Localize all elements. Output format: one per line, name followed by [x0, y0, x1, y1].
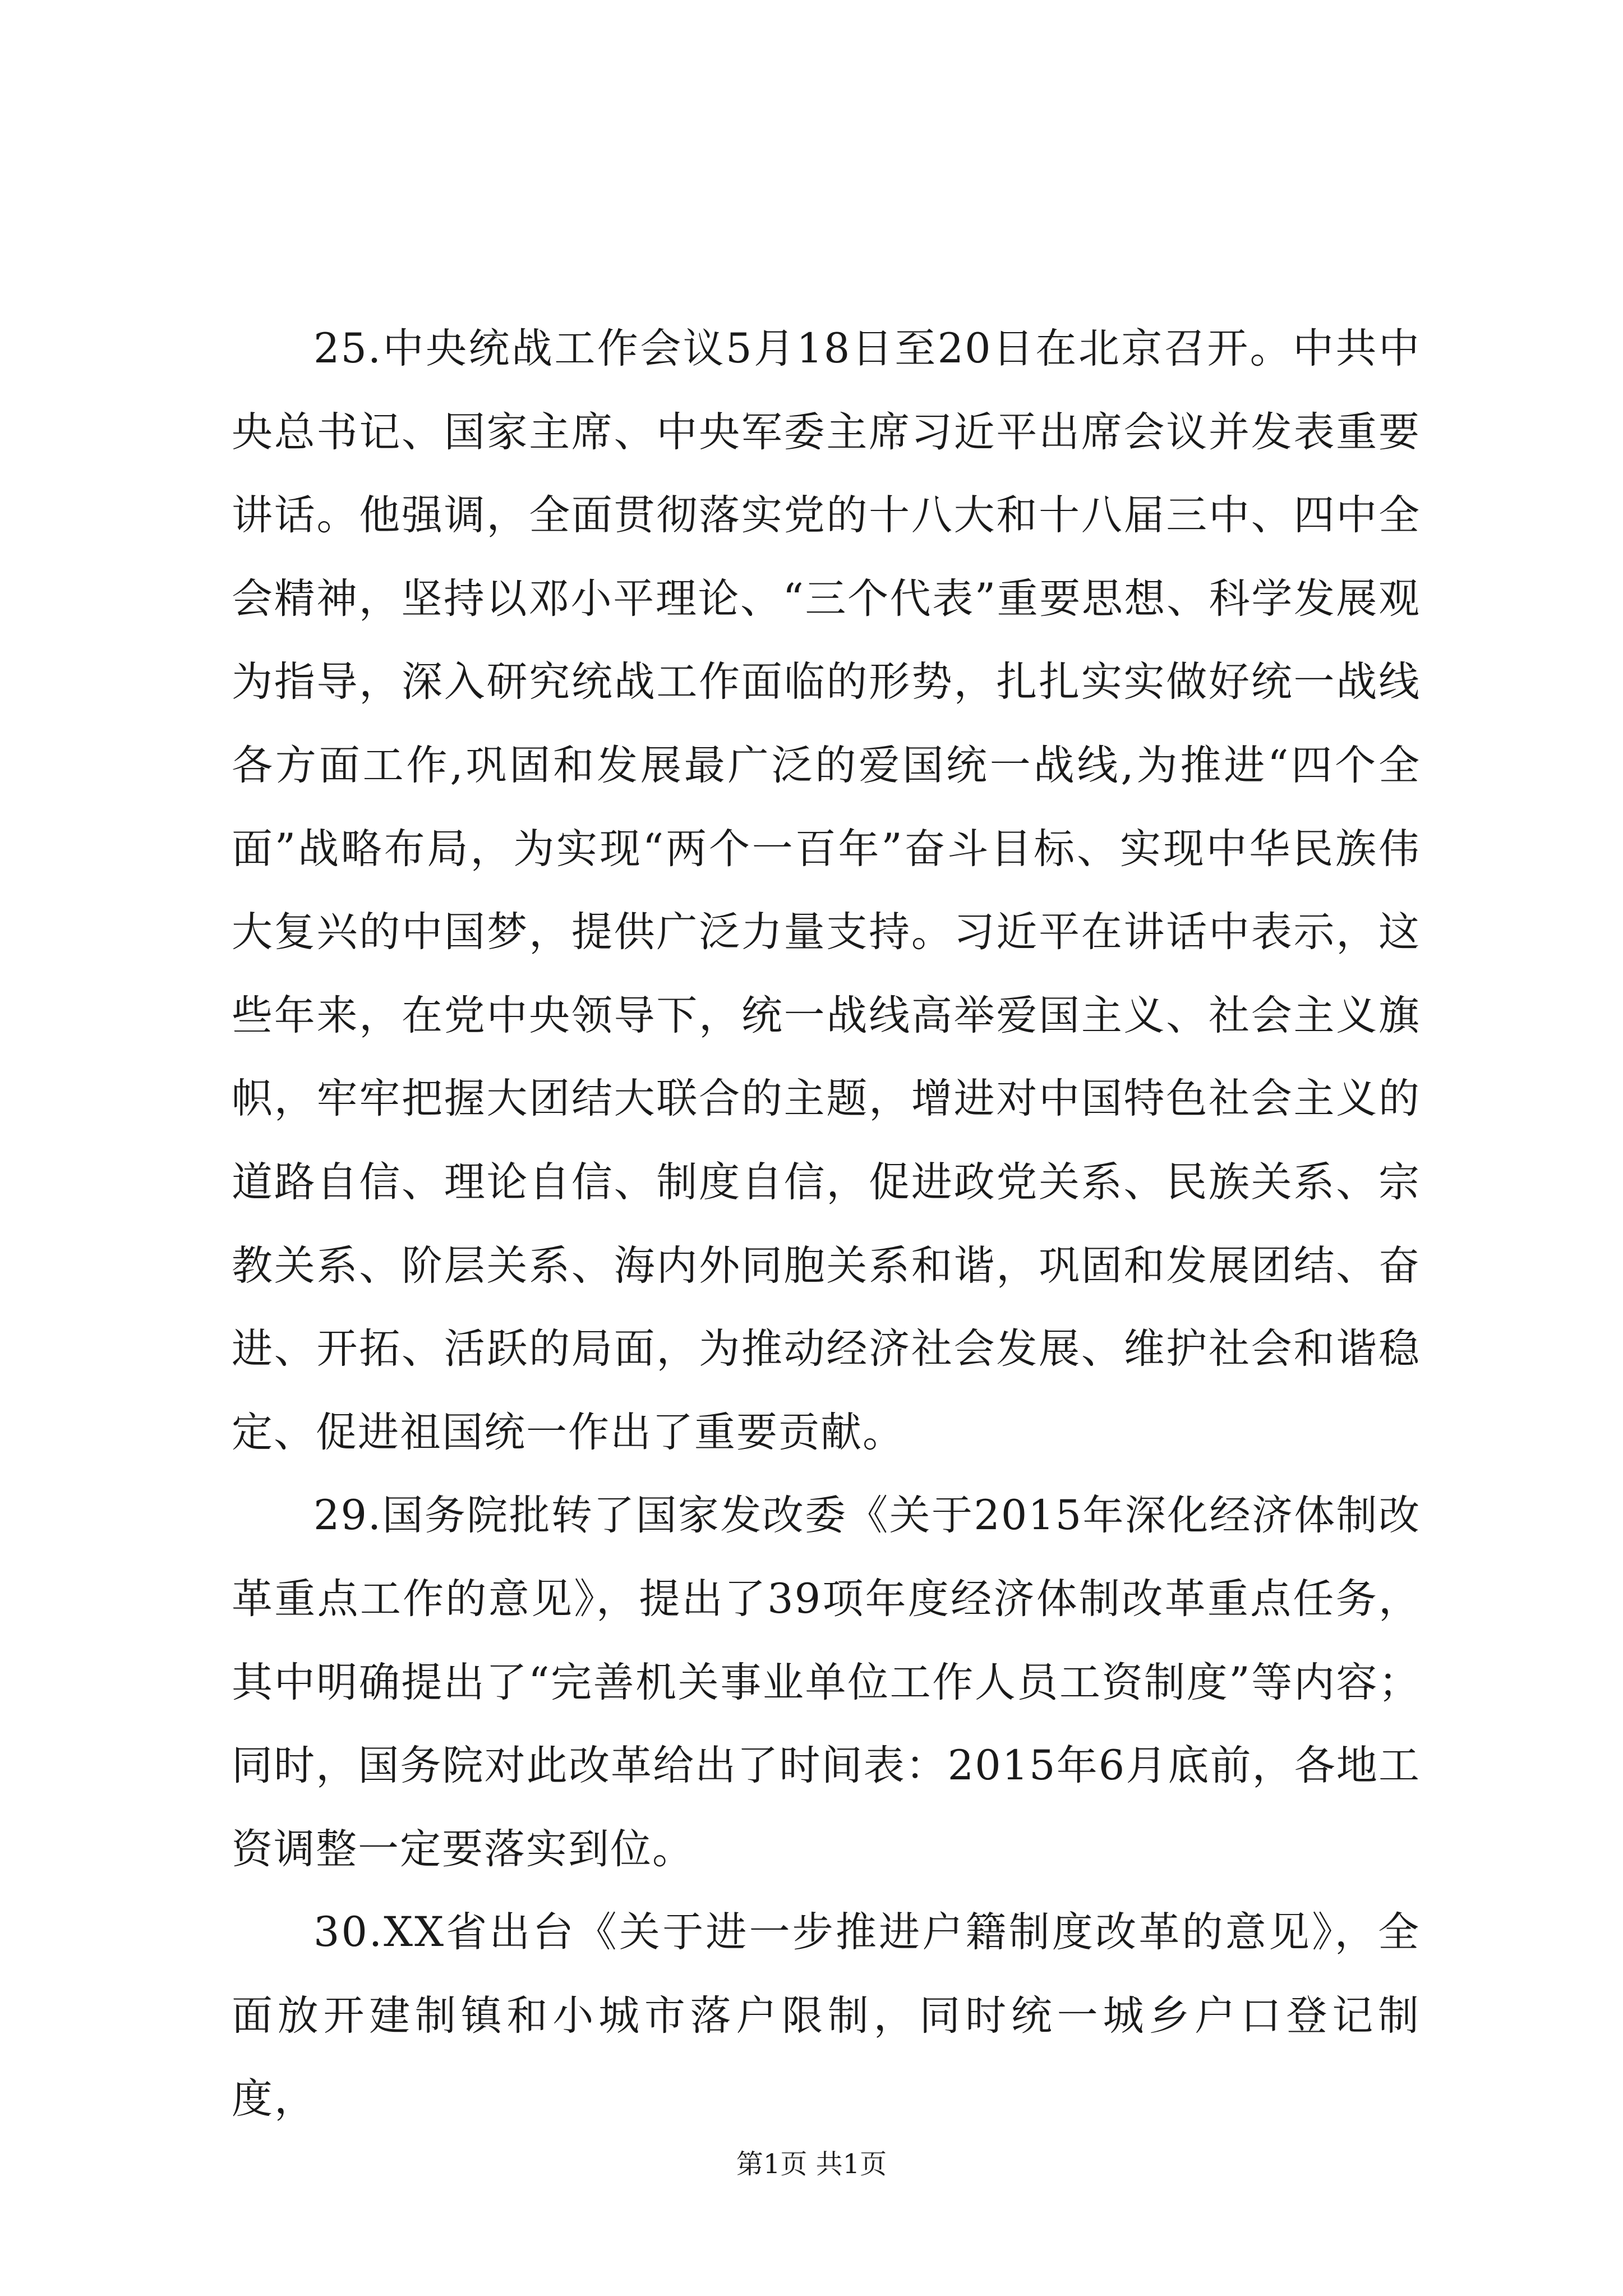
paragraph-25: 25.中央统战工作会议5月18日至20日在北京召开。中共中央总书记、国家主席、中央军委主席习近平出席会议并发表重要讲话。他强调，全面贯彻落实党的十八大和十八届三中、四中全会精神，坚持以邓小平理论、“三个代表”重要思想、科学发展观为指导，深入研究统战工作面临的形势，扎扎实实做好统一战线各方面工作,巩固和发展最广泛的爱国统一战线,为推进“四个全面”战略布局，为实现“两个一百年”奋斗目标、实现中华民族伟大复兴的中国梦，提供广泛力量支持。习近平在讲话中表示，这些年来，在党中央领导下，统一战线高举爱国主义、社会主义旗帜，牢牢把握大团结大联合的主题，增进对中国特色社会主义的道路自信、理论自信、制度自信，促进政党关系、民族关系、宗教关系、阶层关系、海内外同胞关系和谐，巩固和发展团结、奋进、开拓、活跃的局面，为推动经济社会发展、维护社会和谐稳定、促进祖国统一作出了重要贡献。 — [232, 325, 1421, 1456]
document-body — [232, 307, 1421, 2141]
page-footer: 第1页 共1页 — [736, 2148, 887, 2180]
paragraph-29: 29.国务院批转了国家发改委《关于2015年深化经济体制改革重点工作的意见》，提出了39项年度经济体制改革重点任务，其中明确提出了“完善机关事业单位工作人员工资制度”等内容；同时，国务院对此改革给出了时间表：2015年6月底前，各地工资调整一定要落实到位。 — [232, 1492, 1421, 1873]
paragraph-30: 30.XX省出台《关于进一步推进户籍制度改革的意见》，全面放开建制镇和小城市落户限制，同时统一城乡户口登记制度， — [232, 1908, 1421, 2123]
